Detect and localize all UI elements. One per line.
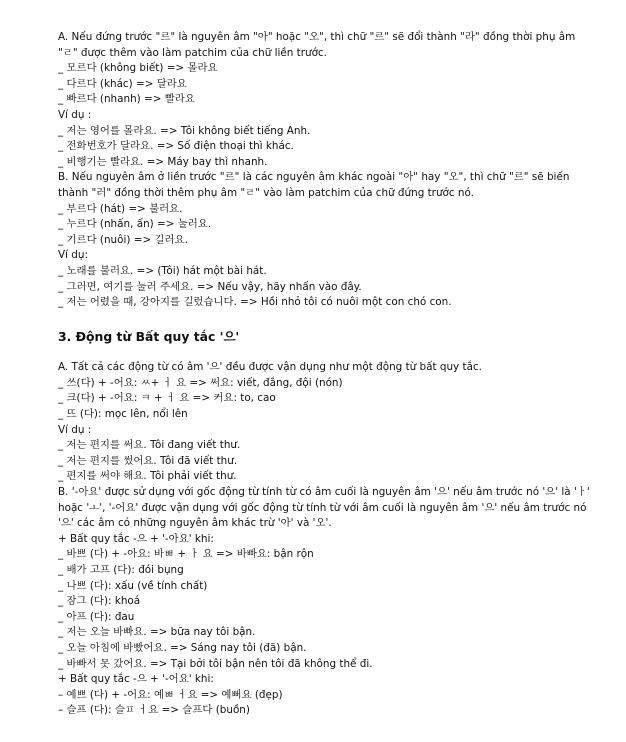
text-line: + Bất quy tắc -으 + '-어요' khi: <box>58 673 214 686</box>
text-line: _ 오늘 아침에 바빴어요. => Sáng nay tôi (đã) bận. <box>58 641 307 654</box>
text-line: B. Nếu nguyên âm ở liền trước "르" là các nguyên âm khác ngoài "아" hay "오", thì chữ "르" sẽ biến thành "러" đồng thời thêm phụ âm "ㄹ" vào làm patchim của chữ đứng trước nó. <box>58 171 573 199</box>
text-line: _ 모르다 (không biết) => 몰라요 <box>58 62 218 75</box>
text-line: _ 저는 편지를 써요. Tôi đang viết thư. <box>58 439 241 452</box>
text-line: _ 노래를 불러요. => (Tôi) hát một bài hát. <box>58 264 267 277</box>
text-line: _ 나쁘 (다): xấu (về tính chất) <box>58 579 208 592</box>
text-line: _ 누르다 (nhấn, ấn) => 눌러요. <box>58 218 212 231</box>
text-line: _ 기르다 (nuôi) => 길러요. <box>58 233 188 246</box>
text-line: _ 빠르다 (nhanh) => 빨라요 <box>58 93 195 106</box>
text-line: _ 뜨 (다): mọc lên, nổi lên <box>58 408 188 421</box>
text-line: _ 부르다 (hát) => 불러요. <box>58 202 183 215</box>
text-line: _ 저는 영어를 몰라요. => Tôi không biết tiếng Anh. <box>58 124 311 137</box>
text-line: _ 그러면, 여기를 눌러 주세요. => Nếu vậy, hãy nhấn vào đây. <box>58 280 362 293</box>
text-line: A. Nếu đứng trước "르" là nguyên âm "아" hoặc "오", thì chữ "르" sẽ đổi thành "라" đồng thời phụ âm "ㄹ" được thêm vào làm patchim của chữ liền trước. <box>58 31 579 59</box>
text-line: _ 아프 (다): đau <box>58 610 135 623</box>
text-line: _ 전화번호가 달라요. => Số điện thoại thì khác. <box>58 140 294 153</box>
text-line: _ 편지를 써야 해요. Tôi phải viết thư. <box>58 470 237 483</box>
text-line: A. Tất cả các động từ có âm '으' đều được vận dụng như một động từ bất quy tắc. <box>58 361 482 374</box>
text-line: _ 배가 고프 (다): đói bụng <box>58 564 184 576</box>
section-eu-irregular <box>58 360 598 719</box>
text-line: _ 저는 어렸을 때, 강아지를 길렀습니다. => Hồi nhỏ tôi có nuôi một con chó con. <box>58 296 452 309</box>
text-line: Ví dụ : <box>58 423 92 436</box>
text-line: Ví dụ : <box>58 108 92 121</box>
text-line: _ 잠그 (다): khoá <box>58 595 141 608</box>
text-line: _ 쓰(다) + -어요: ㅆ+ ㅓ 요 => 써요: viết, đắng, đội (nón) <box>58 376 343 389</box>
text-line: _ 비행기는 빨라요. => Máy bay thì nhanh. <box>58 155 268 168</box>
section-heading: 3. Động từ Bất quy tắc '으' <box>58 328 240 344</box>
text-line: Ví dụ: <box>58 249 88 262</box>
text-line: _ 바빠서 못 갔어요. => Tại bởi tôi bận nên tôi đã không thể đi. <box>58 657 373 670</box>
text-line: _ 크(다) + -어요: ㅋ + ㅓ 요 => 커요: to, cao <box>58 392 276 405</box>
text-line: _ 다르다 (khác) => 달라요 <box>58 77 187 90</box>
text-line: + Bất quy tắc -으 + '-아요' khi: <box>58 532 214 545</box>
text-line: – 예쁘 (다) + -어요: 예ㅃ ㅓ요 => 예뻐요 (đẹp) <box>58 688 283 701</box>
text-line: _ 바쁘 (다) + -아요: 바ㅃ + ㅏ 요 => 바빠요: bận rộn <box>58 548 314 561</box>
text-line: B. '-아요' được sử dụng với gốc động từ tính từ có âm cuối là nguyên âm '으' nếu âm trước nó '으' là 'ㅏ' hoặc 'ㅗ', '-어요' được vận dụng với gốc động từ tính từ với âm cuối là nguyên âm '으' nếu âm trước nó '으' các âm có những nguyên âm khác trừ '아' và '오'. <box>58 486 594 530</box>
text-line: – 슬프 (다): 슬ㅍ ㅓ요 => 슬프다 (buồn) <box>58 704 250 717</box>
text-line: _ 저는 편지를 썼어요. Tôi đã viết thư. <box>58 454 238 467</box>
text-line: _ 저는 오늘 바빠요. => bữa nay tôi bận. <box>58 626 256 639</box>
section-reu-irregular <box>58 30 598 311</box>
document-body <box>58 30 598 719</box>
